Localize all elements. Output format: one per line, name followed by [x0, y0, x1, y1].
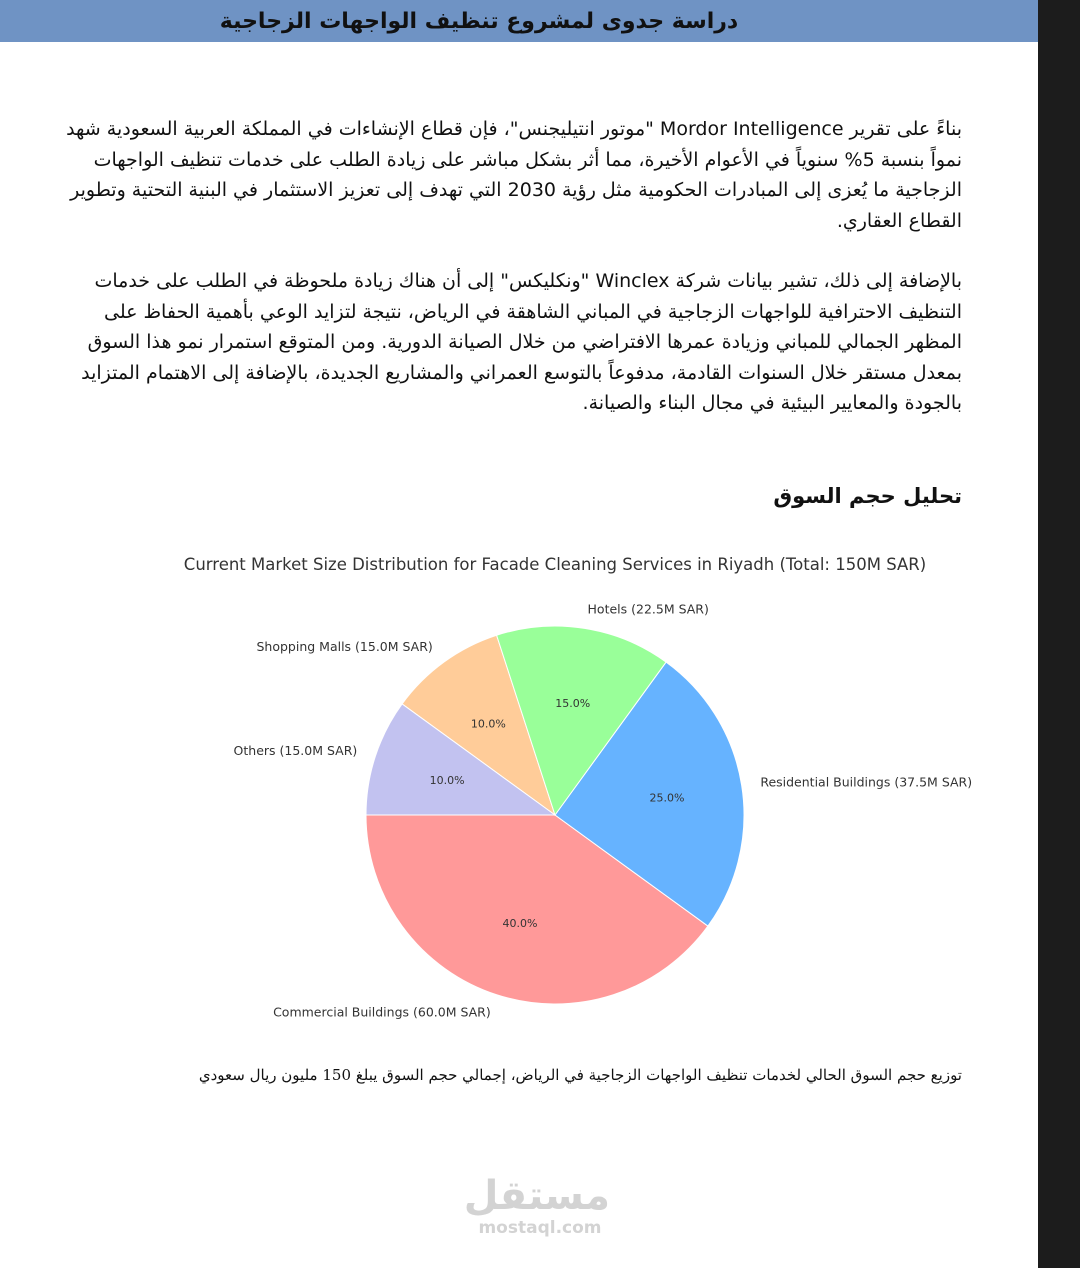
pie-category-label-1: Others (15.0M SAR)	[233, 742, 358, 758]
pie-chart	[0, 540, 1038, 1020]
header-bar	[0, 0, 1038, 42]
pie-chart-container	[0, 540, 1038, 1020]
pie-percent-label-1: 10.0%	[429, 773, 465, 787]
watermark-url: mostaql.com	[478, 1218, 602, 1238]
pie-category-label-3: Residential Buildings (37.5M SAR)	[760, 774, 973, 790]
pie-percent-label-0: 10.0%	[470, 717, 506, 731]
paragraph-demand-riyadh: بالإضافة إلى ذلك، تشير بيانات شركة Winclex "ونكليكس" إلى أن هناك زيادة ملحوظة في الطلب على خدمات التنظيف الاحترافية للواجهات الزجاجية في المباني الشاهقة في الرياض، نتيجة لتزايد الوعي بأهمية الحفاظ على المظهر الجمالي للمباني وزيادة عمرها الافتراضي من خلال الصيانة الدورية. ومن المتوقع استمرار نمو هذا السوق بمعدل مستقر خلال السنوات القادمة، مدفوعاً بالتوسع العمراني والمشاريع الجديدة، بالإضافة إلى الاهتمام المتزايد بالجودة والمعايير البيئية في مجال البناء والصيانة.	[81, 270, 962, 414]
chart-title: Current Market Size Distribution for Facade Cleaning Services in Riyadh (Total: 150M SAR)	[183, 555, 927, 574]
pie-category-label-4: Hotels (22.5M SAR)	[587, 601, 709, 617]
pie-percent-label-4: 15.0%	[555, 696, 591, 710]
pie-category-label-0: Shopping Malls (15.0M SAR)	[256, 638, 433, 654]
section-heading-market-size: تحليل حجم السوق	[773, 484, 962, 508]
chart-caption: توزيع حجم السوق الحالي لخدمات تنظيف الواجهات الزجاجية في الرياض، إجمالي حجم السوق يبلغ 150 مليون ريال سعودي	[198, 1066, 962, 1084]
watermark-arabic-logo: مستقل	[463, 1173, 610, 1219]
paragraph-market-growth: بناءً على تقرير Mordor Intelligence "موتور انتيليجنس"، فإن قطاع الإنشاءات في المملكة العربية السعودية شهد نمواً بنسبة 5% سنوياً في الأعوام الأخيرة، مما أثر بشكل مباشر على زيادة الطلب على خدمات تنظيف الواجهات الزجاجية ما يُعزى إلى المبادرات الحكومية مثل رؤية 2030 التي تهدف إلى تعزيز الاستثمار في البنية التحتية وتطوير القطاع العقاري.	[66, 118, 962, 232]
pie-slices	[366, 626, 744, 1004]
pie-percent-label-2: 40.0%	[502, 916, 538, 930]
mostaql-watermark	[463, 1173, 610, 1254]
screen-edge-strip	[1038, 0, 1080, 1268]
pie-category-label-2: Commercial Buildings (60.0M SAR)	[273, 1004, 491, 1020]
pie-percent-label-3: 25.0%	[649, 791, 685, 805]
page-title: دراسة جدوى لمشروع تنظيف الواجهات الزجاجية	[219, 8, 739, 34]
